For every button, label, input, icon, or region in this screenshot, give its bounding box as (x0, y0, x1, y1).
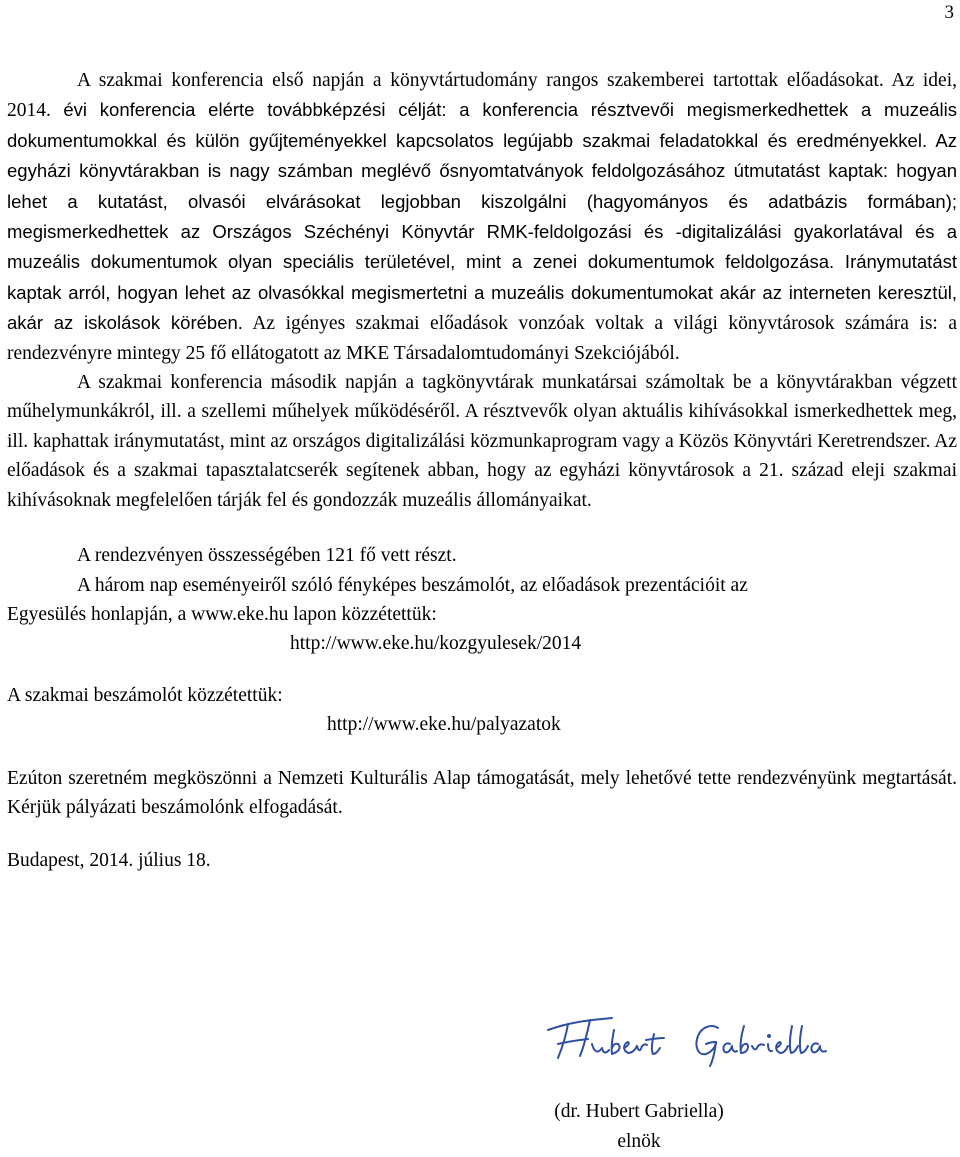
paragraph-first-day-intro: A szakmai konferencia első napján a könyvtártudomány rangos szakemberei tartottak előadásokat. Az idei, 2014. (7, 70, 957, 122)
report-published-note: A szakmai beszámolót közzétettük: (7, 684, 283, 706)
paragraph-first-day-details: évi konferencia elérte továbbképzési célját: a konferencia résztvevői megismerkedhettek a muzeális dokumentumokkal és külön gyűjteményekkel kapcsolatos legújabb szakmai feladatokkal és eredményekkel. Az egyházi könyvtárakban is nagy számban meglévő ősnyomtatványok feldolgozásához útmutatást kaptak: hogyan lehet a kutatást, olvasói elvárásokat legjobban kiszolgálni (hagyományos és adatbázis formában); megismerkedhettek az Országos Széchényi Könyvtár RMK-feldolgozási és -digitalizálási gyakorlatával és a muzeális dokumentumok olyan speciális területével, mint a zenei dokumentumok feldolgozása. Iránymutatást kaptak arról, hogyan lehet az olvasókkal megismertetni a muzeális dokumentumokat akár az interneten keresztül, akár az iskolások körében. (7, 99, 958, 334)
paragraph-first-day-closing: Az igényes szakmai előadások vonzóak voltak a világi könyvtárosok számára is: a rendezvényre mintegy 25 fő ellátogatott az MKE Társadalomtudományi Szekciójából. (7, 313, 958, 364)
paragraph-first-day (7, 66, 957, 368)
events-url: http://www.eke.hu/kozgyulesek/2014 (290, 633, 582, 655)
photo-report-line-2: Egyesülés honlapján, a www.eke.hu lapon közzétettük: (7, 603, 437, 625)
attendance-note: A rendezvényen összességében 121 fő vett részt. (77, 545, 457, 567)
signature-block (524, 1097, 754, 1157)
paragraph-second-day: A szakmai konferencia második napján a tagkönyvtárak munkatársai számoltak be a könyvtárakban végzett műhelymunkákról, ill. a szellemi műhelyek működéséről. A résztvevők olyan aktuális kihívásokkal ismerkedhettek meg, ill. kaphattak iránymutatást, mint az országos digitalizálási közmunkaprogram vagy a Közös Könyvtári Keretrendszer. Az előadások és a szakmai tapasztalatcserék segítenek abban, hogy az egyházi könyvtárosok a 21. század eleji szakmai kihívásoknak megfelelően tárják fel és gondozzák muzeális állományaikat. (7, 372, 957, 511)
place-and-date: Budapest, 2014. július 18. (7, 850, 211, 872)
signatory-title: elnök (617, 1131, 661, 1152)
page-number: 3 (944, 2, 954, 23)
thanks-paragraph: Ezúton szeretném megköszönni a Nemzeti Kulturális Alap támogatását, mely lehetővé tette rendezvényünk megtartását. Kérjük pályázati beszámolónk elfogadását. (7, 767, 957, 818)
signatory-name: (dr. Hubert Gabriella) (554, 1101, 724, 1122)
handwritten-signature (540, 1008, 850, 1068)
document-body (7, 66, 957, 876)
photo-report-line-1: A három nap eseményeiről szóló fényképes beszámolót, az előadások prezentációit az (77, 574, 748, 596)
tenders-url: http://www.eke.hu/palyazatok (327, 714, 561, 736)
